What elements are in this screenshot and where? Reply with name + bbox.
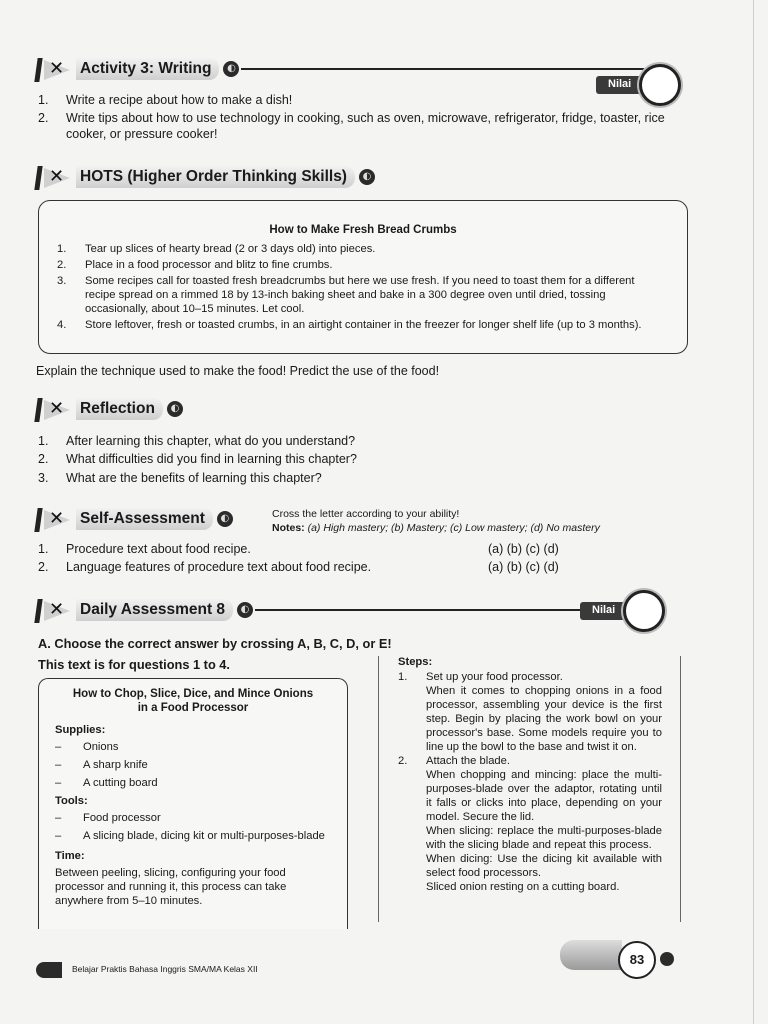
list-item: – A cutting board <box>55 777 158 790</box>
notes-label: Notes: <box>272 521 305 534</box>
section-dot-icon: ◐ <box>167 401 183 417</box>
section-marker-icon: ✕ <box>36 56 76 82</box>
steps-column <box>398 655 662 894</box>
page-edge <box>753 0 754 1024</box>
list-item: 1. After learning this chapter, what do you understand? <box>38 434 356 448</box>
hots-question: Explain the technique used to make the food! Predict the use of the food! <box>36 364 440 378</box>
list-item: – Onions <box>55 741 119 754</box>
list-item: 2. Language features of procedure text about food recipe. (a) (b) (c) (d) <box>38 560 598 575</box>
reflection-header <box>36 396 236 422</box>
nilai-label: Nilai <box>580 602 627 619</box>
section-title: Activity 3: Writing <box>76 58 219 81</box>
footer-marker-icon <box>36 962 62 978</box>
list-item: 2. Place in a food processor and blitz to fine crumbs. <box>57 259 333 272</box>
section-marker-icon: ✕ <box>36 396 76 422</box>
list-item: 3. What are the benefits of learning this chapter? <box>38 470 322 485</box>
notes-text: (a) High mastery; (b) Mastery; (c) Low mastery; (d) No mastery <box>307 521 600 534</box>
column-divider <box>680 656 681 922</box>
page-number: 83 <box>618 941 656 979</box>
hots-recipe-box <box>38 200 688 354</box>
daily-assessment-header <box>36 597 596 623</box>
list-item: 3. Some recipes call for toasted fresh breadcrumbs but here we use fresh. If you need to toast them for a different recipe spread on a rimmed 18 by 13-inch baking sheet and bake in a 300 degree oven until dried, tossing occasionally, about 10–15 minutes. Let cool. <box>57 275 635 316</box>
supplies-label: Supplies: <box>55 724 106 737</box>
mastery-options[interactable]: (a) (b) (c) (d) <box>488 560 559 575</box>
score-circle <box>623 590 665 632</box>
list-item: 1. Tear up slices of hearty bread (2 or 3 days old) into pieces. <box>57 243 376 256</box>
activity3-list <box>38 93 688 145</box>
instruction-text: Cross the letter according to your ability! <box>272 508 460 520</box>
activity3-header <box>36 56 644 82</box>
list-item: – A slicing blade, dicing kit or multi-purposes-blade <box>55 830 325 843</box>
book-title: Belajar Praktis Bahasa Inggris SMA/MA Kelas XII <box>72 964 258 974</box>
self-assessment-list <box>38 542 598 579</box>
section-dot-icon: ◐ <box>223 61 239 77</box>
section-dot-icon: ◐ <box>359 169 375 185</box>
page-dot-icon <box>660 952 674 966</box>
section-dot-icon: ◐ <box>217 511 233 527</box>
section-title: Reflection <box>76 398 163 421</box>
self-assessment-header <box>36 506 276 532</box>
list-item: – A sharp knife <box>55 759 148 772</box>
box-title: How to Chop, Slice, Dice, and Mince Onions in a Food Processor <box>72 688 314 715</box>
hots-header <box>36 164 416 190</box>
reflection-list <box>38 434 638 489</box>
list-item: 2. Write tips about how to use technology in cooking, such as oven, microwave, refrigerator, fridge, toaster, rice cooker, or pressure cooker! <box>38 111 665 141</box>
section-marker-icon: ✕ <box>36 164 76 190</box>
column-divider <box>378 656 379 922</box>
section-marker-icon: ✕ <box>36 597 76 623</box>
onion-recipe-box <box>38 678 348 929</box>
list-item: 1. Write a recipe about how to make a dish! <box>38 93 293 107</box>
nilai-label: Nilai <box>596 76 643 93</box>
tools-label: Tools: <box>55 795 88 808</box>
section-title: HOTS (Higher Order Thinking Skills) <box>76 166 355 189</box>
nilai-score-box <box>580 590 665 632</box>
list-item: 1. Procedure text about food recipe. (a) (b) (c) (d) <box>38 542 598 557</box>
steps-label: Steps: <box>398 656 433 668</box>
page-badge-backdrop <box>560 940 622 970</box>
header-rule <box>241 68 644 70</box>
mastery-options[interactable]: (a) (b) (c) (d) <box>488 542 559 556</box>
box-title: How to Make Fresh Bread Crumbs <box>269 224 457 236</box>
list-item: – Food processor <box>55 812 161 825</box>
time-text: Between peeling, slicing, configuring your food processor and running it, this process can take anywhere from 5–10 minutes. <box>55 867 287 908</box>
list-item: 2. What difficulties did you find in learning this chapter? <box>38 452 357 467</box>
time-label: Time: <box>55 850 85 863</box>
step-item: 1. Set up your food processor. When it comes to chopping onions in a food processor, assembling your device is the first step. Begin by placing the work bowl on your processor's base. Some models require you to line up the bowl to the base and twist it on. <box>398 671 662 753</box>
section-title: Self-Assessment <box>76 508 213 531</box>
section-marker-icon: ✕ <box>36 506 76 532</box>
list-item: 4. Store leftover, fresh or toasted crumbs, in an airtight container in the freezer for longer shelf life (up to 3 months). <box>57 319 642 332</box>
self-assessment-instructions <box>272 508 600 535</box>
step-item: 2. Attach the blade. When chopping and mincing: place the multi-purposes-blade over the adaptor, rotating until it falls or clicks into place, depending on your model. Secure the lid. When slicing: replace the multi-purposes-blade with the slicing blade and repeat this process. When dicing: Use the dicing kit available with select food processors. Sliced onion resting on a cutting board. <box>398 755 662 893</box>
daily-instruction: A. Choose the correct answer by crossing A, B, C, D, or E! <box>38 636 392 651</box>
header-rule <box>255 609 596 611</box>
section-dot-icon: ◐ <box>237 602 253 618</box>
section-title: Daily Assessment 8 <box>76 599 233 622</box>
question-range: This text is for questions 1 to 4. <box>38 657 230 672</box>
